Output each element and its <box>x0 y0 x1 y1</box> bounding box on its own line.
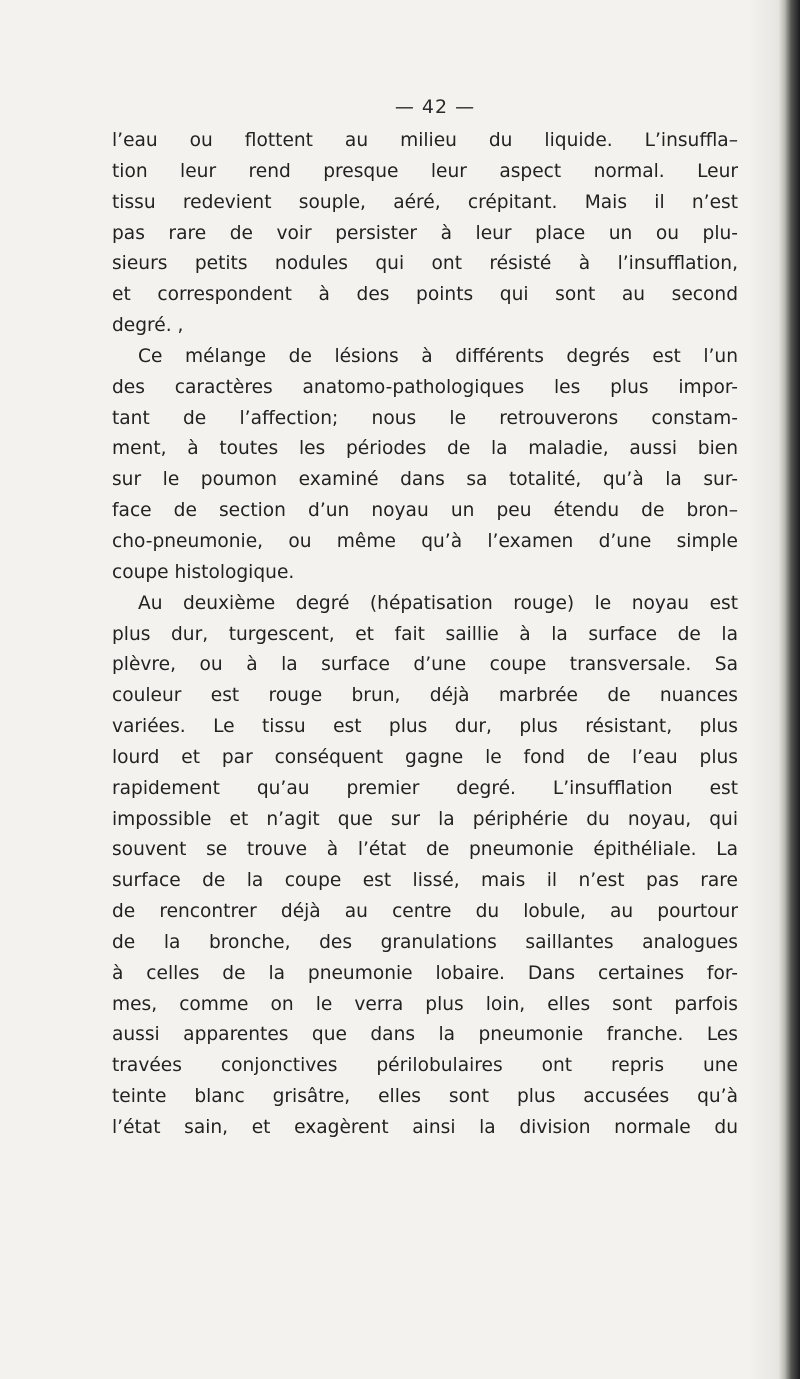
text-line: l’état sain, et exagèrent ainsi la division normale du <box>112 1117 738 1138</box>
text-line: plus dur, turgescent, et fait saillie à la surface de la <box>112 623 738 645</box>
text-line: tissu redevient souple, aéré, crépitant. Mais il n’est <box>112 191 738 213</box>
text-line: plèvre, ou à la surface d’une coupe transversale. Sa <box>112 654 738 676</box>
text-line: tant de l’affection; nous le retrouverons constam- <box>112 407 738 429</box>
text-line: aussi apparentes que dans la pneumonie franche. Les <box>112 1024 738 1046</box>
text-line: tion leur rend presque leur aspect normal. Leur <box>112 160 738 182</box>
text-line: degré. , <box>112 315 184 337</box>
text-line: couleur est rouge brun, déjà marbrée de nuances <box>112 685 738 707</box>
text-line: Ce mélange de lésions à différents degrés est l’un <box>138 345 738 367</box>
text-line: travées conjonctives périlobulaires ont repris une <box>112 1055 738 1077</box>
text-line: lourd et par conséquent gagne le fond de l’eau plus <box>112 746 738 768</box>
scan-edge <box>778 0 800 1379</box>
text-line: Au deuxième degré (hépatisation rouge) le noyau est <box>138 592 738 614</box>
text-line: rapidement qu’au premier degré. L’insufflation est <box>112 777 738 799</box>
text-line: face de section d’un noyau un peu étendu de bron– <box>112 500 738 522</box>
text-line: de rencontrer déjà au centre du lobule, au pourtour <box>112 901 738 923</box>
text-line: ment, à toutes les périodes de la maladie, aussi bien <box>112 438 738 460</box>
page-gutter-shadow <box>748 0 778 1379</box>
text-line: variées. Le tissu est plus dur, plus résistant, plus <box>112 716 738 738</box>
text-line: des caractères anatomo-pathologiques les plus impor- <box>112 376 738 398</box>
text-line: coupe histologique. <box>112 561 295 583</box>
page-number: — 42 — <box>394 96 476 118</box>
body-text <box>112 126 738 1144</box>
text-line: et correspondent à des points qui sont au second <box>112 284 738 306</box>
text-line: impossible et n’agit que sur la périphérie du noyau, qui <box>112 808 738 830</box>
text-line: souvent se trouve à l’état de pneumonie épithéliale. La <box>112 839 738 861</box>
text-line: pas rare de voir persister à leur place un ou plu- <box>112 222 738 244</box>
text-line: à celles de la pneumonie lobaire. Dans certaines for- <box>112 962 738 984</box>
text-line: mes, comme on le verra plus loin, elles sont parfois <box>112 993 738 1015</box>
text-line: teinte blanc grisâtre, elles sont plus accusées qu’à <box>112 1086 738 1108</box>
text-line: l’eau ou flottent au milieu du liquide. L’insuffla– <box>112 130 738 151</box>
text-line: sieurs petits nodules qui ont résisté à l’insufflation, <box>112 253 738 275</box>
text-line: surface de la coupe est lissé, mais il n’est pas rare <box>112 870 738 892</box>
text-line: cho-pneumonie, ou même qu’à l’examen d’une simple <box>112 530 738 552</box>
text-line: sur le poumon examiné dans sa totalité, qu’à la sur- <box>112 469 738 491</box>
text-line: de la bronche, des granulations saillantes analogues <box>112 931 738 953</box>
